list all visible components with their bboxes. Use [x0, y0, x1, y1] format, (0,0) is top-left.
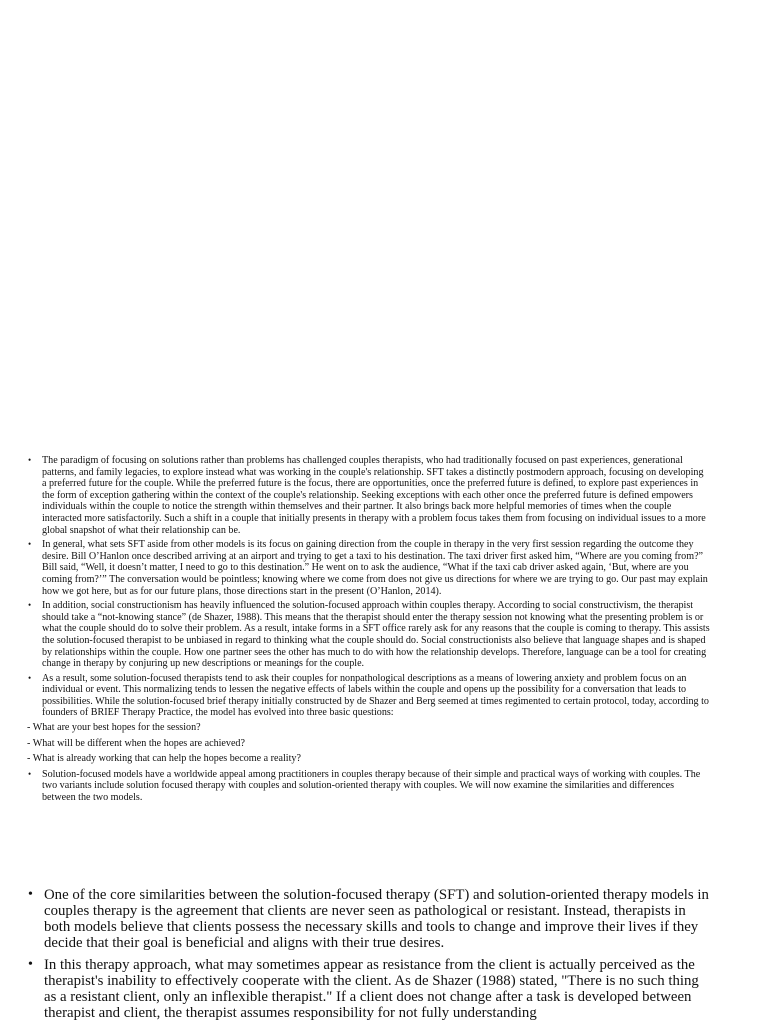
question-line: - What is already working that can help the hopes become a reality?: [27, 753, 301, 765]
paragraph-text: As a result, some solution-focused therapists tend to ask their couples for nonpathological descriptions as a means of lowering anxiety and problem focus on an individual or event. This normalizing tends to lessen the negative effects of labels within the couple and opens up the possibility for a conversation that leads to possibilities. While the solution-focused brief therapy initially constructed by de Shazer and Berg seemed at times regimented to certain protocol, today, according to founders of BRIEF Therapy Practice, the model has evolved into three basic questions:: [42, 672, 709, 719]
list-item: [28, 455, 710, 536]
list-item: [28, 769, 710, 804]
bullet-icon: •: [28, 957, 33, 972]
bullet-list-closing: [28, 769, 710, 804]
bullet-icon: •: [28, 768, 32, 779]
bullet-list-secondary: [28, 887, 712, 1021]
paragraph-text: In addition, social constructionism has heavily influenced the solution-focused approach within couples therapy. According to social constructivism, the therapist should take a “not-knowing stance” (de Shazer, 1988). This means that the therapist should enter the therapy session not knowing what the presenting problem is or what the couple should do to solve their problem. As a result, intake forms in a SFT office rarely ask for any reasons that the couple is coming to therapy. This assists the solution-focused therapist to be unbiased in regard to thinking what the couple should do. Social constructionists also believe that language shapes and is shaped by relationships within the couple. How one partner sees the other has much to do with how the relationship develops. Therefore, language can be a tool for creating change in therapy by conjuring up new descriptions or meanings for the couple.: [42, 600, 710, 670]
section-small-text: [28, 455, 710, 807]
paragraph-text: In this therapy approach, what may sometimes appear as resistance from the client is actually perceived as the therapist's inability to effectively cooperate with the client. As de Shazer (1988) stated, "There is no such thing as a resistant client, only an inflexible therapist." If a client does not change after a task is developed between therapist and client, the therapist assumes responsibility for not fully understanding: [44, 957, 699, 1021]
paragraph-text: One of the core similarities between the solution-focused therapy (SFT) and solution-oriented therapy models in couples therapy is the agreement that clients are never seen as pathological or resistant. Instead, therapists in both models believe that clients possess the necessary skills and tools to change and improve their lives if they decide that their goal is beneficial and aligns with their true desires.: [44, 887, 709, 951]
question-line: - What are your best hopes for the session?: [27, 722, 201, 734]
list-item: [28, 539, 710, 597]
bullet-icon: •: [28, 887, 33, 902]
list-item: [28, 673, 710, 719]
list-item: [28, 887, 712, 951]
bullet-icon: •: [28, 672, 32, 683]
list-item: [28, 600, 710, 670]
bullet-icon: •: [28, 600, 32, 611]
section-large-text: [28, 887, 712, 1027]
bullet-icon: •: [28, 539, 32, 550]
list-item: [28, 957, 712, 1021]
bullet-icon: •: [28, 455, 32, 465]
question-line: - What will be different when the hopes are achieved?: [27, 737, 245, 749]
paragraph-text: Solution-focused models have a worldwide appeal among practitioners in couples therapy because of their simple and practical ways of working with couples. The two variants include solution focused therapy with couples and solution-oriented therapy with couples. We will now examine the similarities and differences between the two models.: [42, 768, 701, 804]
bullet-list-primary: [28, 455, 710, 719]
paragraph-text: In general, what sets SFT aside from other models is its focus on gaining direction from the couple in therapy in the very first session regarding the outcome they desire. Bill O’Hanlon once described arriving at an airport and trying to get a taxi to his destination. The taxi driver first asked him, “Where are you coming from?” Bill said, “Well, it doesn’t matter, I need to go to this destination.” He went on to ask the audience, “What if the taxi cab driver asked again, ‘But, where are you coming from?’” The conversation would be pointless; knowing where we come from does not give us directions for where we are trying to go. Our past may explain how we got here, but as for our future plans, those directions start in the present (O’Hanlon, 2014).: [42, 539, 708, 597]
paragraph-text: The paradigm of focusing on solutions rather than problems has challenged couples therapists, who had traditionally focused on past experiences, generational patterns, and family legacies, to explore instead what was working in the couple's relationship. SFT takes a distinctly postmodern approach, focusing on developing a preferred future for the couple. While the preferred future is the focus, there are opportunities, once the preferred future is defined, to explore past experiences in the form of exception gathering within the context of the couple's relationship. Seeking exceptions with each other once the preferred future is defined empowers individuals within the couple to notice the strength within themselves and their partner. It also brings back more helpful memories of times when the couple interacted more satisfactorily. Such a shift in a couple that initially presents in therapy with a problem focus takes them from focusing on individual issues to a more global snapshot of what their relationship can be.: [42, 455, 706, 536]
